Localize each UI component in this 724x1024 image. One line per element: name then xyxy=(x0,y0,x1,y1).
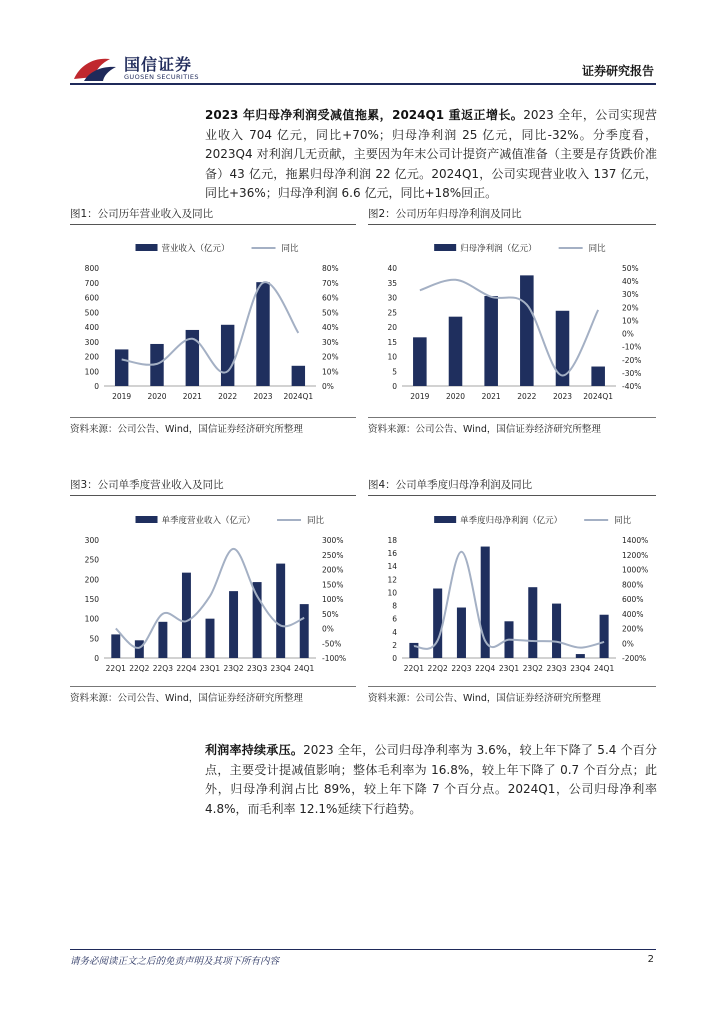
figure-2-top-rule xyxy=(368,224,656,225)
x-tick-label: 22Q3 xyxy=(451,664,472,673)
figure-3-bottom-rule xyxy=(70,686,356,687)
y-left-tick-label: 10 xyxy=(387,352,397,362)
y-right-tick-label: 70% xyxy=(322,278,339,288)
legend-bar-label: 归母净利润（亿元） xyxy=(460,244,537,254)
bar-22Q3 xyxy=(158,622,167,658)
page-header xyxy=(0,0,724,92)
paragraph-2-body: 2023 全年，公司归母净利率为 3.6%，较上年下降了 5.4 个百分点，主要受计提减值影响；整体毛利率为 16.8%，较上年下降了 0.7 个百分点；此外，归母净利润占比 89%，较上年下降 7 个百分点。2024Q1，公司归母净利率 4.8%，而毛利率 12.1%延续下行趋势。 xyxy=(205,743,657,816)
bar-2024Q1 xyxy=(292,366,305,386)
y-left-tick-label: 12 xyxy=(387,575,397,585)
footer-divider xyxy=(70,949,656,950)
y-left-tick-label: 35 xyxy=(387,278,397,288)
logo-text-en: GUOSEN SECURITIES xyxy=(124,73,199,81)
y-right-tick-label: 200% xyxy=(322,565,344,575)
y-right-tick-label: 300% xyxy=(322,536,344,545)
y-right-tick-label: 50% xyxy=(322,308,339,318)
y-left-tick-label: 30 xyxy=(387,293,397,303)
legend-bar-label: 单季度营业收入（亿元） xyxy=(161,516,256,526)
figure-1-bottom-rule xyxy=(70,417,356,418)
figure-1-title: 图1：公司历年营业收入及同比 xyxy=(70,208,214,220)
figure-3-source: 资料来源：公司公告、Wind，国信证券经济研究所整理 xyxy=(70,693,303,704)
y-right-tick-label: 100% xyxy=(322,595,344,604)
bar-23Q2 xyxy=(229,591,238,658)
bar-2019 xyxy=(413,337,427,386)
x-tick-label: 22Q4 xyxy=(475,664,496,673)
y-right-tick-label: 40% xyxy=(322,323,339,332)
x-tick-label: 2024Q1 xyxy=(283,392,314,401)
x-tick-label: 23Q3 xyxy=(546,664,567,673)
y-right-tick-label: 0% xyxy=(322,624,334,634)
y-left-tick-label: 700 xyxy=(84,278,99,288)
disclaimer-note: 请务必阅读正文之后的免责声明及其项下所有内容 xyxy=(70,956,280,967)
x-tick-label: 22Q1 xyxy=(403,664,424,673)
y-left-tick-label: 50 xyxy=(89,634,99,644)
x-tick-label: 2019 xyxy=(112,392,132,401)
y-left-tick-label: 500 xyxy=(84,308,99,318)
x-tick-label: 24Q1 xyxy=(294,664,315,673)
figure-4-bottom-rule xyxy=(368,686,656,687)
x-tick-label: 2024Q1 xyxy=(583,392,614,401)
x-tick-label: 24Q1 xyxy=(594,664,615,673)
x-tick-label: 22Q3 xyxy=(152,664,173,673)
figure-1-top-rule xyxy=(70,224,356,225)
report-type-label: 证券研究报告 xyxy=(581,64,654,78)
bar-2019 xyxy=(115,349,128,386)
paragraph-2-lead: 利润率持续承压。 xyxy=(205,743,304,757)
y-right-tick-label: 20% xyxy=(622,303,639,313)
x-tick-label: 2020 xyxy=(147,392,167,401)
legend-bar-swatch xyxy=(434,516,456,523)
figure-3-chart xyxy=(70,500,356,680)
figure-4-title: 图4：公司单季度归母净利润及同比 xyxy=(368,479,533,491)
legend-line-label: 同比 xyxy=(614,516,632,526)
y-left-tick-label: 0 xyxy=(94,382,99,391)
y-left-tick-label: 400 xyxy=(84,323,99,332)
y-right-tick-label: 150% xyxy=(322,580,344,590)
paragraph-revenue-profit xyxy=(205,106,657,204)
y-right-tick-label: 40% xyxy=(622,277,639,287)
legend-line-label: 同比 xyxy=(281,244,299,254)
page-number: 2 xyxy=(647,954,654,965)
y-right-tick-label: 80% xyxy=(322,264,339,273)
bar-2024Q1 xyxy=(591,367,605,386)
y-right-tick-label: 1000% xyxy=(622,565,649,575)
bar-2022 xyxy=(520,275,534,386)
y-right-tick-label: 800% xyxy=(622,580,644,590)
y-left-tick-label: 8 xyxy=(392,601,397,611)
x-tick-label: 23Q2 xyxy=(522,664,543,673)
bar-22Q1 xyxy=(409,643,418,658)
bar-22Q2 xyxy=(433,589,442,658)
figure-4-chart xyxy=(368,500,656,680)
y-left-tick-label: 14 xyxy=(387,562,397,572)
x-tick-label: 2022 xyxy=(218,392,238,401)
figure-2-chart xyxy=(368,228,656,408)
bar-23Q3 xyxy=(552,604,561,658)
figure-3-title: 图3：公司单季度营业收入及同比 xyxy=(70,479,224,491)
y-left-tick-label: 250 xyxy=(84,555,99,565)
bar-22Q4 xyxy=(182,573,191,658)
y-left-tick-label: 100 xyxy=(84,367,99,377)
figure-2-title: 图2：公司历年归母净利润及同比 xyxy=(368,208,522,220)
x-tick-label: 23Q4 xyxy=(270,664,291,673)
paragraph-1-lead: 2023 年归母净利润受减值拖累，2024Q1 重返正增长。 xyxy=(205,108,524,122)
y-right-tick-label: -30% xyxy=(622,368,642,378)
y-right-tick-label: -20% xyxy=(622,355,642,365)
y-right-tick-label: 0% xyxy=(622,329,634,339)
figure-1-source: 资料来源：公司公告、Wind，国信证券经济研究所整理 xyxy=(70,424,303,435)
y-left-tick-label: 16 xyxy=(387,549,397,559)
x-tick-label: 22Q2 xyxy=(129,664,150,673)
header-divider xyxy=(70,83,656,85)
y-left-tick-label: 2 xyxy=(392,640,397,650)
x-tick-label: 2021 xyxy=(182,392,202,401)
bar-24Q1 xyxy=(600,615,609,658)
legend-bar-label: 营业收入（亿元） xyxy=(161,244,230,254)
y-left-tick-label: 0 xyxy=(94,654,99,663)
y-left-tick-label: 25 xyxy=(387,308,397,318)
x-tick-label: 22Q2 xyxy=(427,664,448,673)
y-right-tick-label: -100% xyxy=(322,654,347,663)
paragraph-margin xyxy=(205,741,657,819)
y-left-tick-label: 20 xyxy=(387,323,397,332)
y-right-tick-label: 250% xyxy=(322,550,344,560)
y-right-tick-label: 10% xyxy=(622,316,639,326)
y-right-tick-label: 400% xyxy=(622,609,644,619)
y-left-tick-label: 4 xyxy=(392,627,397,637)
bar-23Q2 xyxy=(528,587,537,658)
y-right-tick-label: 1400% xyxy=(622,536,649,545)
y-left-tick-label: 15 xyxy=(387,337,397,347)
legend-bar-swatch xyxy=(136,244,158,251)
figure-2-bottom-rule xyxy=(368,417,656,418)
y-right-tick-label: 0% xyxy=(322,382,334,391)
y-left-tick-label: 18 xyxy=(387,536,397,545)
y-right-tick-label: 50% xyxy=(322,609,339,619)
y-right-tick-label: 1200% xyxy=(622,550,649,560)
y-left-tick-label: 800 xyxy=(84,264,99,273)
chart-svg-1 xyxy=(70,228,356,408)
y-left-tick-label: 40 xyxy=(387,264,397,273)
yoy-line xyxy=(122,282,299,372)
paragraph-1-body: 2023 全年，公司实现营业收入 704 亿元，同比+70%；归母净利润 25 亿元，同比-32%。分季度看，2023Q4 对利润几无贡献，主要因为年末公司计提资产减值准备（主要是存货跌价准备）43 亿元，拖累归母净利润 22 亿元。2024Q1，公司实现营业收入 137 亿元，同比+36%；归母净利润 6.6 亿元，同比+18%回正。 xyxy=(205,108,657,200)
y-right-tick-label: -200% xyxy=(622,654,647,663)
y-left-tick-label: 6 xyxy=(392,614,397,624)
bar-2021 xyxy=(484,296,498,386)
y-left-tick-label: 300 xyxy=(84,337,99,347)
x-tick-label: 2023 xyxy=(253,392,273,401)
bar-23Q1 xyxy=(206,619,215,658)
chart-svg-3 xyxy=(70,500,356,680)
bar-22Q1 xyxy=(111,634,120,658)
y-right-tick-label: -10% xyxy=(622,342,642,352)
y-left-tick-label: 0 xyxy=(392,382,397,391)
bar-24Q1 xyxy=(300,604,309,658)
y-right-tick-label: 60% xyxy=(322,293,339,303)
legend-bar-label: 单季度归母净利润（亿元） xyxy=(460,516,563,526)
x-tick-label: 22Q1 xyxy=(105,664,126,673)
x-tick-label: 22Q4 xyxy=(176,664,197,673)
x-tick-label: 2021 xyxy=(481,392,501,401)
x-tick-label: 23Q1 xyxy=(498,664,520,673)
yoy-line xyxy=(420,280,598,376)
bar-23Q4 xyxy=(576,654,585,658)
x-tick-label: 23Q1 xyxy=(199,664,221,673)
y-right-tick-label: 0% xyxy=(622,639,634,649)
figure-2-source: 资料来源：公司公告、Wind，国信证券经济研究所整理 xyxy=(368,424,601,435)
bar-2020 xyxy=(449,317,463,386)
y-left-tick-label: 200 xyxy=(84,352,99,362)
y-right-tick-label: 200% xyxy=(622,624,644,634)
y-right-tick-label: 20% xyxy=(322,352,339,362)
figure-1-chart xyxy=(70,228,356,408)
y-left-tick-label: 10 xyxy=(387,588,397,598)
y-left-tick-label: 0 xyxy=(392,654,397,663)
y-left-tick-label: 100 xyxy=(84,614,99,624)
bar-22Q2 xyxy=(135,640,144,658)
bar-2022 xyxy=(221,325,234,386)
y-right-tick-label: -40% xyxy=(622,382,642,391)
chart-svg-2 xyxy=(368,228,656,408)
y-left-tick-label: 5 xyxy=(392,367,397,377)
x-tick-label: 2023 xyxy=(552,392,573,401)
x-tick-label: 23Q3 xyxy=(247,664,268,673)
y-right-tick-label: 600% xyxy=(622,595,644,604)
bar-22Q3 xyxy=(457,608,466,658)
figure-3-top-rule xyxy=(70,495,356,496)
x-tick-label: 23Q2 xyxy=(223,664,244,673)
bar-23Q3 xyxy=(253,582,262,658)
bar-23Q4 xyxy=(276,564,285,658)
legend-bar-swatch xyxy=(434,244,456,251)
y-right-tick-label: 10% xyxy=(322,367,339,377)
y-right-tick-label: 30% xyxy=(322,337,339,347)
y-right-tick-label: 30% xyxy=(622,290,639,300)
legend-bar-swatch xyxy=(136,516,158,523)
y-right-tick-label: 50% xyxy=(622,264,639,273)
figure-4-source: 资料来源：公司公告、Wind，国信证券经济研究所整理 xyxy=(368,693,601,704)
figure-4-top-rule xyxy=(368,495,656,496)
bar-2023 xyxy=(256,282,269,386)
legend-line-label: 同比 xyxy=(588,244,606,254)
logo-text-cn: 国信证券 xyxy=(124,55,193,74)
chart-svg-4 xyxy=(368,500,656,680)
x-tick-label: 23Q4 xyxy=(570,664,591,673)
y-left-tick-label: 200 xyxy=(84,575,99,585)
legend-line-label: 同比 xyxy=(307,516,325,526)
y-left-tick-label: 300 xyxy=(84,536,99,545)
x-tick-label: 2020 xyxy=(445,392,466,401)
y-left-tick-label: 600 xyxy=(84,293,99,303)
x-tick-label: 2019 xyxy=(410,392,430,401)
y-right-tick-label: -50% xyxy=(322,639,342,649)
x-tick-label: 2022 xyxy=(517,392,537,401)
y-left-tick-label: 150 xyxy=(84,595,99,604)
